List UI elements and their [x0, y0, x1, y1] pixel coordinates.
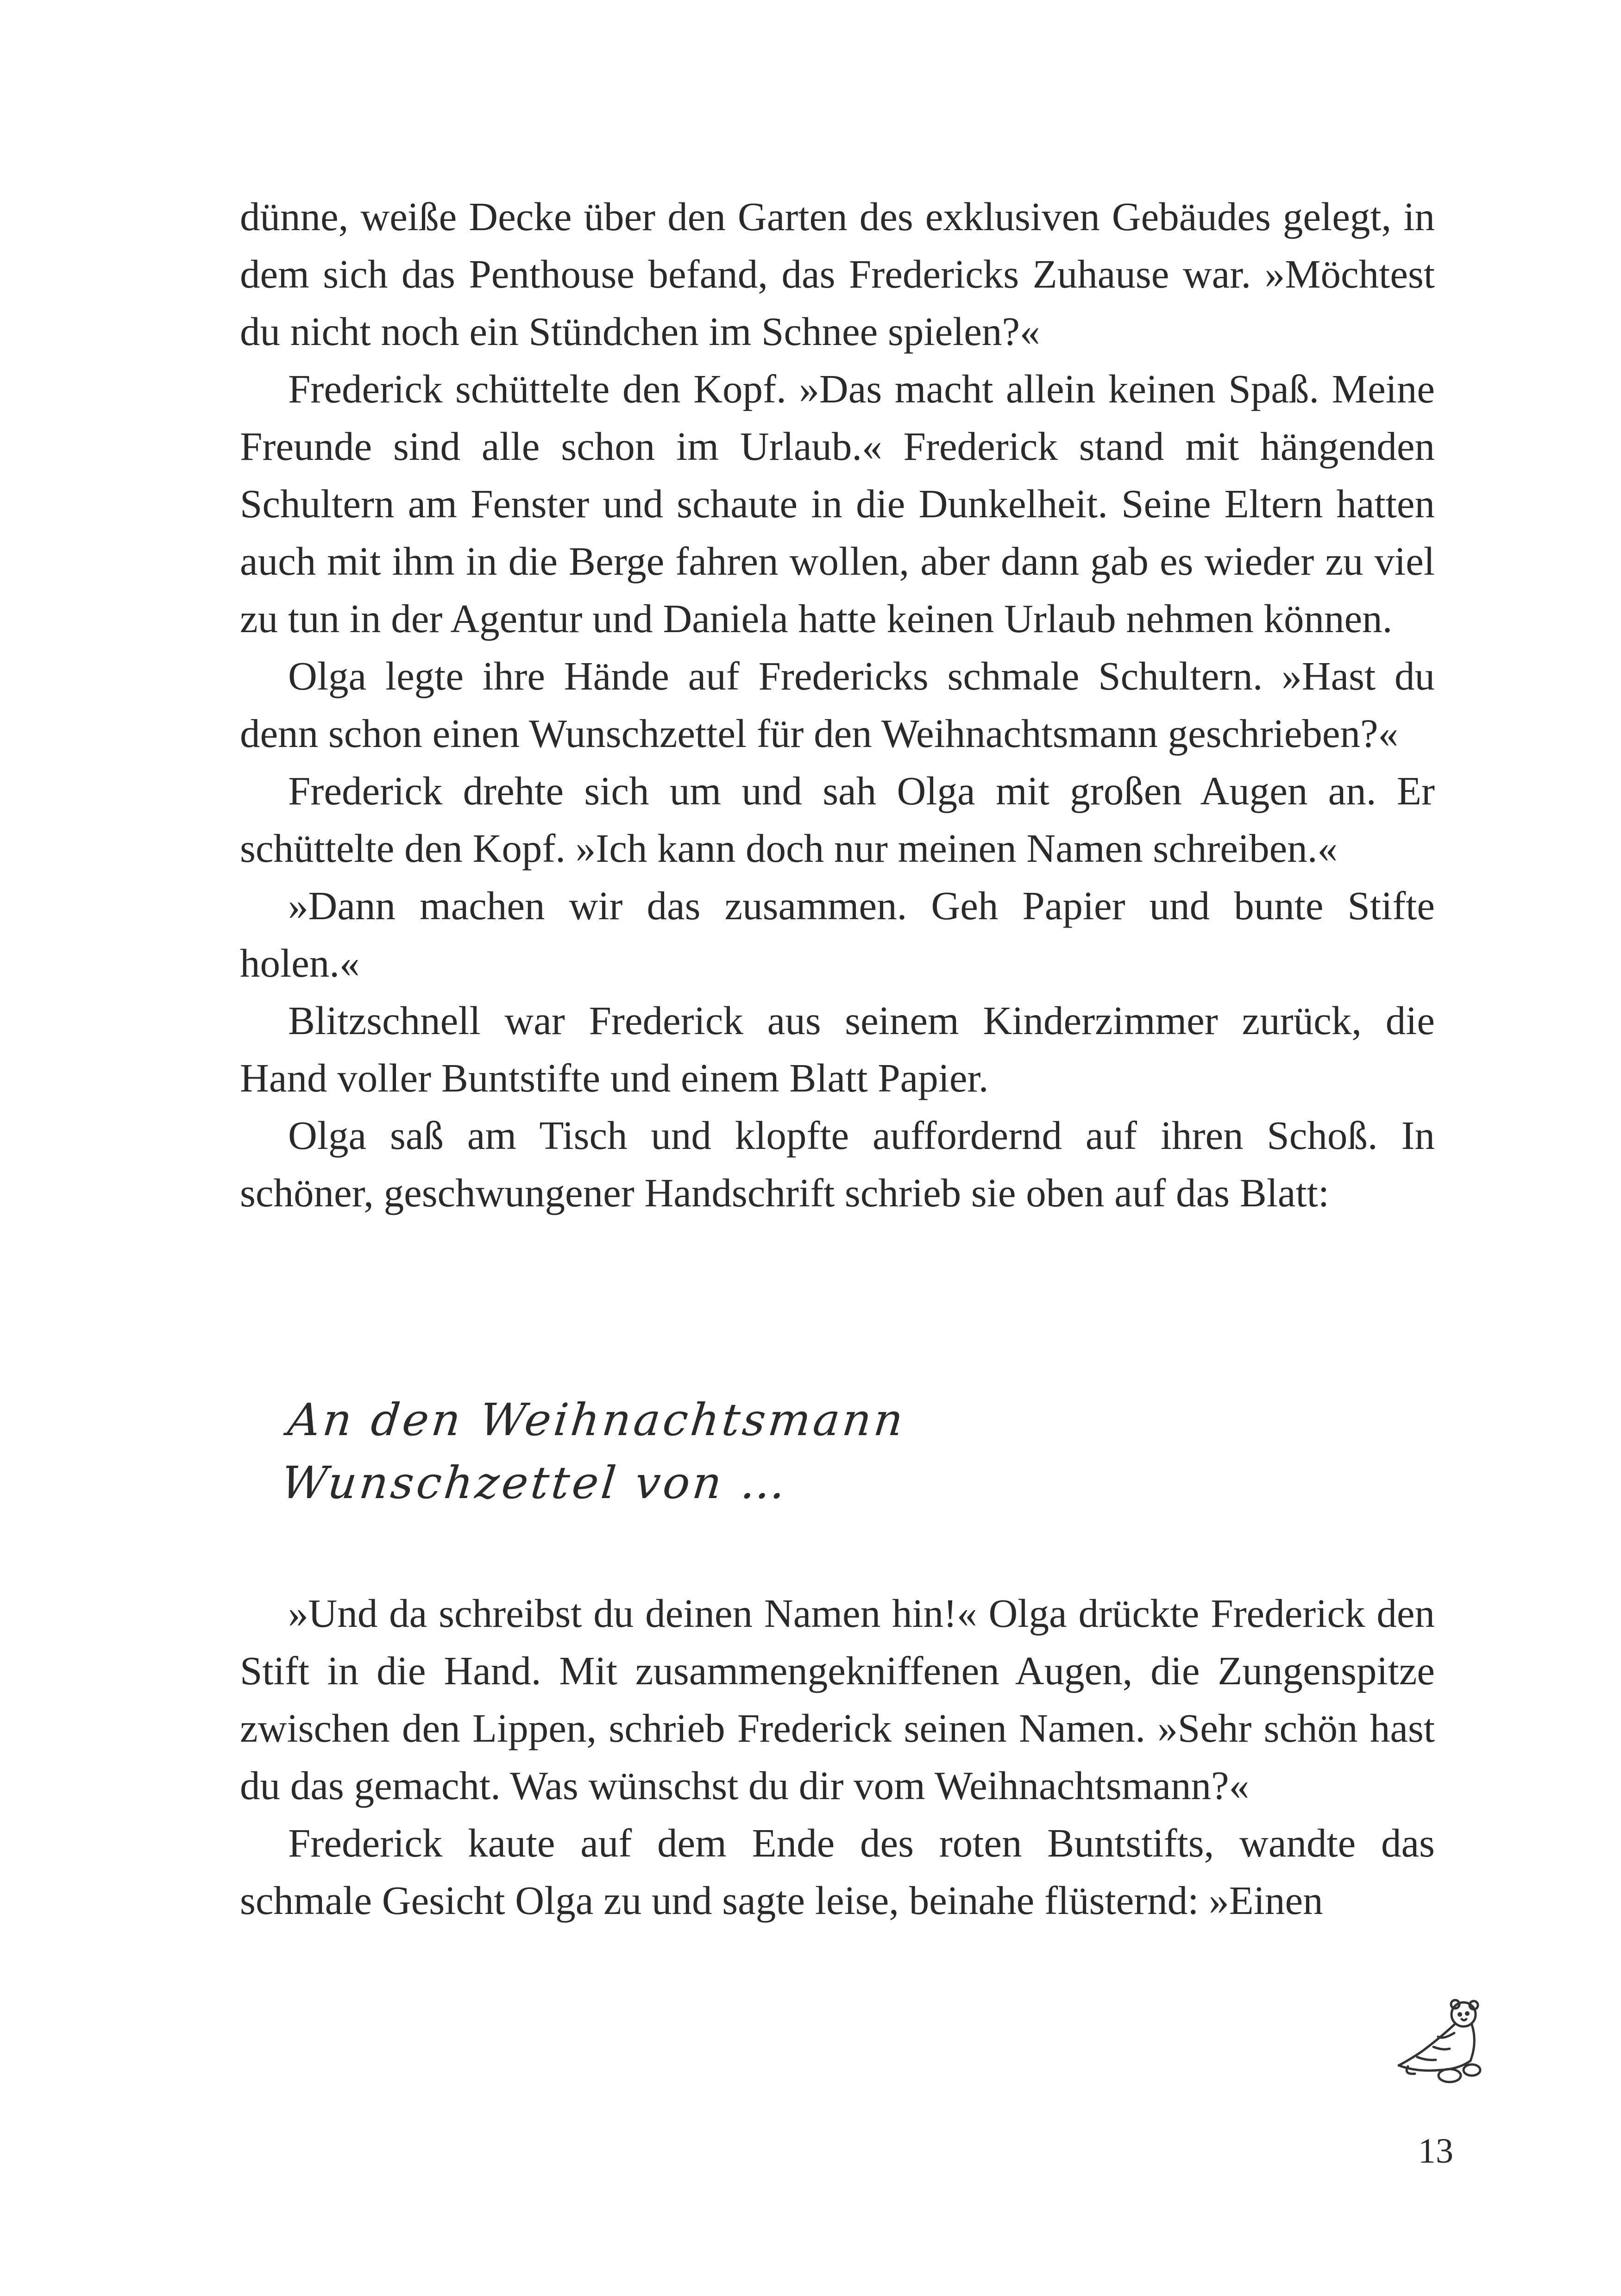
paragraph: Olga saß am Tisch und klopfte auffordernd auf ihren Schoß. In schöner, geschwungener Handschrift schrieb sie oben auf das Blatt: [240, 1113, 1435, 1215]
paragraph: Frederick kaute auf dem Ende des roten Buntstifts, wandte das schmale Gesicht Olga zu und sagte leise, beinahe flüsternd: »Einen [240, 1820, 1435, 1923]
paragraph: »Und da schreibst du deinen Namen hin!« Olga drückte Frederick den Stift in die Hand. Mit zusammengekniffenen Augen, die Zungenspitze zwischen den Lippen, schrieb Frederick seinen Namen. »Sehr schön hast du das gemacht. Was wünschst du dir vom Weihnachtsmann?« [240, 1591, 1435, 1808]
body-text-bottom [240, 1585, 1435, 1929]
paragraph: dünne, weiße Decke über den Garten des exklusiven Gebäudes gelegt, in dem sich das Penthouse befand, das Fredericks Zuhause war. »Möchtest du nicht noch ein Stündchen im Schnee spielen?« [240, 194, 1435, 354]
paragraph: Olga legte ihre Hände auf Fredericks schmale Schultern. »Hast du denn schon einen Wunschzettel für den Weihnachtsmann geschrieben?« [240, 653, 1435, 756]
paragraph: Blitzschnell war Frederick aus seinem Kinderzimmer zurück, die Hand voller Buntstifte und einem Blatt Papier. [240, 998, 1435, 1100]
paragraph: »Dann machen wir das zusammen. Geh Papier und bunte Stifte holen.« [240, 883, 1435, 985]
page-number: 13 [1418, 2132, 1453, 2171]
handwritten-wish-list-heading [278, 1388, 1403, 1514]
handwritten-line-1: An den Weihnachtsmann [285, 1394, 908, 1446]
teddy-bear-icon [1389, 1996, 1496, 2089]
paragraph: Frederick drehte sich um und sah Olga mit großen Augen an. Er schüttelte den Kopf. »Ich kann doch nur meinen Namen schreiben.« [240, 768, 1435, 871]
body-text-top [240, 188, 1435, 1222]
handwritten-line-2: Wunschzettel von … [278, 1457, 791, 1509]
paragraph: Frederick schüttelte den Kopf. »Das macht allein keinen Spaß. Meine Freunde sind alle schon im Urlaub.« Frederick stand mit hängenden Schultern am Fenster und schaute in die Dunkelheit. Seine Eltern hatten auch mit ihm in die Berge fahren wollen, aber dann gab es wieder zu viel zu tun in der Agentur und Daniela hatte keinen Urlaub nehmen können. [240, 366, 1435, 641]
